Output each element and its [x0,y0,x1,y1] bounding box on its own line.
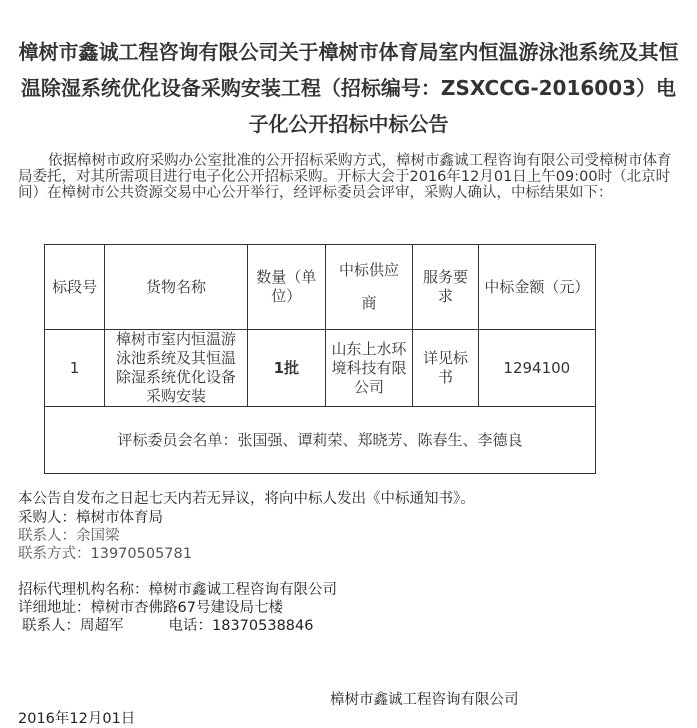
agency-contact-line [22,617,313,636]
committee-row [45,407,596,474]
cell-lot: 1 [45,330,105,407]
intro-paragraph: 依据樟树市政府采购办公室批准的公开招标采购方式，樟树市鑫诚工程咨询有限公司受樟树市体育局委托，对其所需项目进行电子化公开招标采购。开标大会于2016年12月01日上午09:00时（北京时间）在樟树市公共资源交易中心公开举行，经评标委员会评审，采购人确认，中标结果如下： [18,153,672,201]
agency-name: 招标代理机构名称：樟树市鑫诚工程咨询有限公司 [18,582,337,598]
cell-service: 详见标书 [413,330,478,407]
header-quantity: 数量（单位） [247,245,325,330]
table-row [45,330,596,407]
agency-address: 详细地址：樟树市杏佛路67号建设局七楼 [18,600,283,616]
header-amount: 中标金额（元） [478,245,595,330]
publish-date: 2016年12月01日 [18,711,136,727]
header-service: 服务要求 [413,245,478,330]
table-header-row [45,245,596,330]
purchaser-name: 采购人：樟树市体育局 [18,510,163,526]
cell-quantity: 1批 [247,330,325,407]
header-lot: 标段号 [45,245,105,330]
cell-goods: 樟树市室内恒温游泳池系统及其恒温除湿系统优化设备采购安装 [105,330,248,407]
cell-amount: 1294100 [478,330,595,407]
purchaser-phone: 联系方式：13970505781 [18,546,192,562]
cell-supplier: 山东上水环境科技有限公司 [325,330,413,407]
header-supplier [325,245,413,330]
signature: 樟树市鑫诚工程咨询有限公司 [330,692,519,708]
header-supplier-label: 中标供应 [338,261,399,279]
agency-contact: 联系人：周超军 [22,618,124,634]
agency-phone: 电话：18370538846 [168,618,314,634]
committee-list: 评标委员会名单：张国强、谭莉荣、郑晓芳、陈春生、李德良 [45,407,596,474]
header-supplier-tail: 商 [361,294,377,312]
award-table [44,244,596,474]
purchaser-contact: 联系人：余国梁 [18,528,120,544]
objection-notice: 本公告自发布之日起七天内若无异议，将向中标人发出《中标通知书》。 [18,491,475,507]
header-goods: 货物名称 [105,245,248,330]
notice-title: 樟树市鑫诚工程咨询有限公司关于樟树市体育局室内恒温游泳池系统及其恒温除湿系统优化设备采购安装工程（招标编号：ZSXCCG-2016003）电子化公开招标中标公告 [18,40,679,136]
